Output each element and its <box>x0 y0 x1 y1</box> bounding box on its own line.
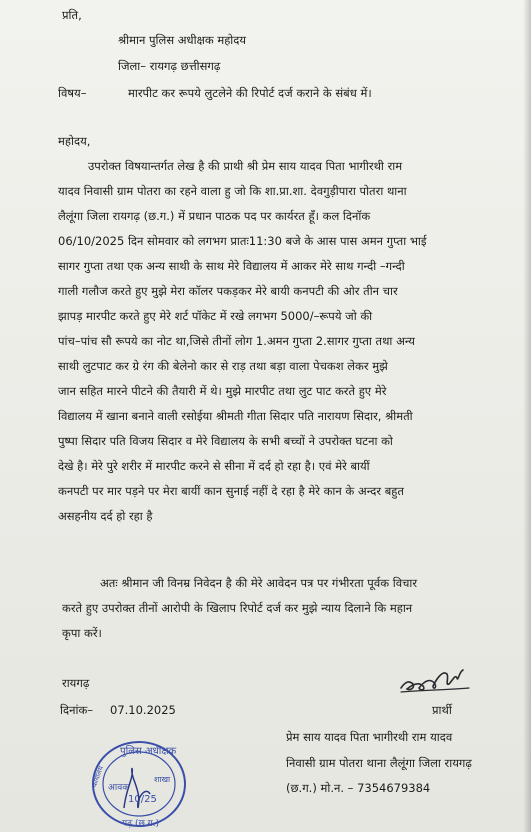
applicant-label: प्रार्थी <box>432 703 452 717</box>
body-line: विद्यालय में खाना बनाने वाली रसोईया श्रीमती गीता सिदार पति नारायण सिदार, श्रीमती <box>58 409 413 423</box>
body-line: पांच–पांच सौ रूपये का नोट था,जिसे तीनों लोग 1.अमन गुप्ता 2.सागर गुप्ता तथा अन्य <box>58 334 415 348</box>
stamp-text-middle: आवक <box>108 783 130 793</box>
addressee-line-1: श्रीमान पुलिस अधीक्षक महोदय <box>118 33 247 47</box>
request-line: करते हुए उपरोक्त तीनों आरोपी के खिलाप रिपोर्ट दर्ज कर मुझे न्याय दिलाने कि महान <box>62 601 413 615</box>
applicant-line: निवासी ग्राम पोतरा थाना लैलूंगा जिला रायगढ़ <box>286 756 472 770</box>
office-stamp <box>90 738 188 830</box>
stamp-text-left: कार्यालय <box>90 765 106 789</box>
stamp-text-bottom: गढ़ (छ.ग.) <box>122 819 160 829</box>
request-line: कृपा करें। <box>62 626 102 640</box>
body-line: जान सहित मारने पीटने की तैयारी में थे। मुझे मारपीट तथा लुट पाट करते हुए मेरे <box>58 384 387 398</box>
date-value: 07.10.2025 <box>110 703 176 717</box>
body-line: असहनीय दर्द हो रहा है <box>58 509 153 523</box>
body-line: पुष्पा सिदार पति विजय सिदार व मेरे विद्यालय के सभी बच्चों ने उपरोक्त घटना को <box>58 434 393 448</box>
applicant-signature <box>395 660 475 700</box>
body-line: देखे है। मेरे पुरे शरीर में मारपीट करने से सीना में दर्द हो रहा है। एवं मेरे बायीं <box>58 459 370 473</box>
stamp-text-top: पुलिस अधीक्षक <box>120 746 177 757</box>
body-line: साथी लुटपाट कर ग्रे रंग की बेलेनो कार से राड़ तथा बड़ा वाला पेचकश लेकर मुझे <box>58 359 388 373</box>
page-edge-shadow <box>523 0 531 832</box>
stamp-date: 10/25 <box>128 794 157 805</box>
subject-text: मारपीट कर रूपये लुटलेने की रिपोर्ट दर्ज कराने के संबंध में। <box>128 86 372 100</box>
salutation: महोदय, <box>58 134 91 148</box>
applicant-line: प्रेम साय यादव पिता भागीरथी राम यादव <box>286 730 453 744</box>
body-line: झापड़ मारपीट करते हुए मेरे शर्ट पॉकेट में रखे लगभग 5000/–रूपये जो की <box>58 309 373 323</box>
place: रायगढ़ <box>62 676 90 690</box>
body-line: उपरोक्त विषयान्तर्गत लेख है की प्राथी श्री प्रेम साय यादव पिता भागीरथी राम <box>88 159 403 173</box>
to-label: प्रति, <box>62 8 82 22</box>
body-line: यादव निवासी ग्राम पोतरा का रहने वाला हु जो कि शा.प्रा.शा. देवगुड़ीपारा पोतरा थाना <box>58 184 407 198</box>
body-line: गाली गलौज करते हुए मुझे मेरा कॉलर पकड़कर मेरे बायी कनपटी की ओर तीन चार <box>58 284 398 298</box>
request-line: अतः श्रीमान जी विनम्र निवेदन है की मेरे आवेदन पत्र पर गंभीरता पूर्वक विचार <box>100 576 418 590</box>
stamp-text-right: शाखा <box>154 775 171 784</box>
date-label: दिनांक– <box>60 703 94 717</box>
subject-label: विषय– <box>58 86 87 100</box>
addressee-line-2: जिला– रायगढ़ छत्तीसगढ़ <box>118 59 221 73</box>
body-line: सागर गुप्ता तथा एक अन्य साथी के साथ मेरे विद्यालय में आकर मेरे साथ गन्दी –गन्दी <box>58 259 405 273</box>
applicant-line: (छ.ग.) मो.न. – 7354679384 <box>286 781 431 795</box>
body-line: 06/10/2025 दिन सोमवार को लगभग प्रातः11:30 बजे के आस पास अमन गुप्ता भाई <box>58 234 427 248</box>
body-line: लैलूंगा जिला रायगढ़ (छ.ग.) में प्रधान पाठक पद पर कार्यरत हूँ। कल दिनॉक <box>58 209 371 223</box>
body-line: कनपटी पर मार पड़ने पर मेरा बायीं कान सुनाई नहीं दे रहा है मेरे कान के अन्दर बहुत <box>58 484 404 498</box>
